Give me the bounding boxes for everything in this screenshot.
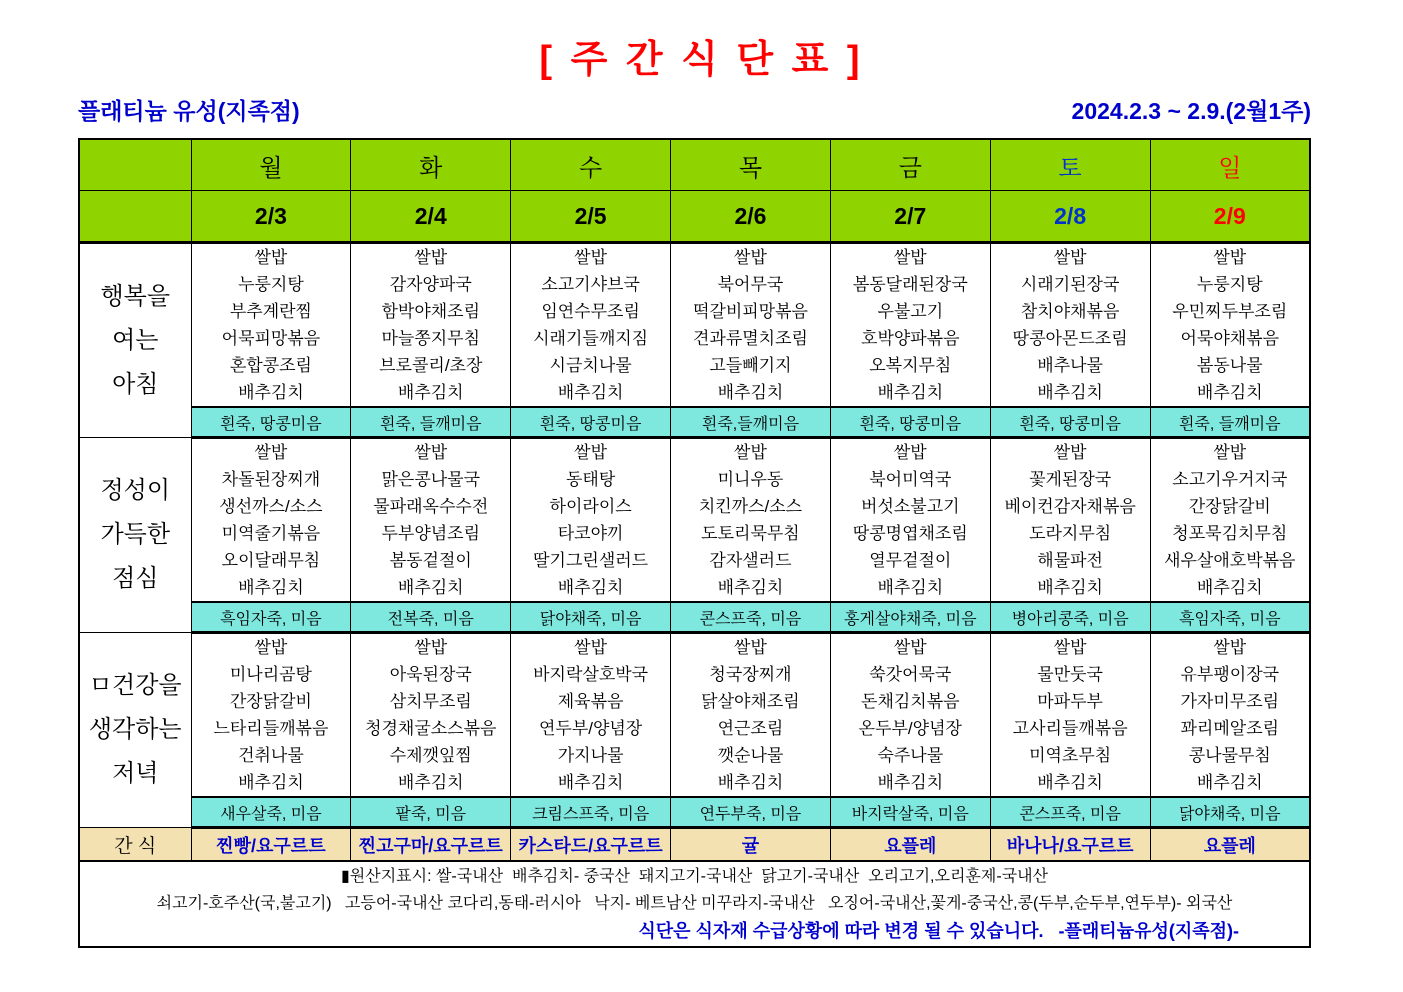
menu-item: 떡갈비피망볶음 xyxy=(692,302,808,321)
date-sat: 2/8 xyxy=(990,191,1150,243)
porridge-cell: 크림스프죽, 미음 xyxy=(511,797,671,828)
date-range: 2024.2.3 ~ 2.9.(2월1주) xyxy=(1071,98,1311,124)
menu-item: 쌀밥 xyxy=(734,248,767,267)
date-sun: 2/9 xyxy=(1150,191,1310,243)
menu-item: 북어미역국 xyxy=(869,470,952,489)
menu-item: 누룽지탕 xyxy=(1196,275,1263,294)
menu-item: 배추김치 xyxy=(1196,383,1263,402)
menu-cell xyxy=(830,243,990,408)
menu-item: 건취나물 xyxy=(238,746,304,765)
porridge-cell: 닭야채죽, 미음 xyxy=(1150,797,1310,828)
snack-cell: 요플레 xyxy=(1150,828,1310,862)
menu-item: 쌀밥 xyxy=(893,248,927,267)
section-label-line: 정성이 xyxy=(100,477,171,504)
menu-item: 돈채김치볶음 xyxy=(861,692,960,711)
date-header-row xyxy=(79,191,1310,243)
menu-item: 타코야끼 xyxy=(557,524,624,543)
menu-item: 임연수무조림 xyxy=(541,302,640,321)
menu-item: 감자샐러드 xyxy=(709,551,792,570)
menu-item: 우민찌두부조림 xyxy=(1172,302,1288,321)
menu-item: 삼치무조림 xyxy=(389,692,472,711)
menu-cell xyxy=(671,633,831,798)
menu-cell xyxy=(671,438,831,603)
menu-item: 소고기샤브국 xyxy=(541,275,640,294)
menu-item: 수제깻잎찜 xyxy=(389,746,472,765)
menu-item: 쌀밥 xyxy=(1053,443,1087,462)
menu-item: 배추김치 xyxy=(1037,773,1103,792)
menu-item: 치킨까스/소스 xyxy=(698,497,803,516)
breakfast-row xyxy=(79,243,1310,408)
store-name: 플래티늄 유성(지족점) xyxy=(78,98,300,124)
menu-item: 배추김치 xyxy=(238,578,304,597)
menu-cell xyxy=(990,243,1150,408)
menu-item: 연근조림 xyxy=(717,719,784,738)
menu-item: 누룽지탕 xyxy=(238,275,304,294)
lunch-row xyxy=(79,438,1310,603)
snack-cell: 요플레 xyxy=(830,828,990,862)
menu-cell xyxy=(511,243,671,408)
menu-cell xyxy=(351,438,511,603)
menu-item: 오이달래무침 xyxy=(221,551,321,570)
menu-item: 오복지무침 xyxy=(869,356,952,375)
snack-section-label: 간 식 xyxy=(79,828,191,862)
menu-item: 시금치나물 xyxy=(549,356,632,375)
menu-item: 미나리곰탕 xyxy=(229,665,312,684)
menu-item: 생선까스/소스 xyxy=(219,497,323,516)
menu-item: 배추김치 xyxy=(877,383,944,402)
menu-table xyxy=(78,138,1311,948)
menu-item: 부추계란찜 xyxy=(229,302,312,321)
menu-item: 꽈리메알조림 xyxy=(1180,719,1280,738)
menu-item: 마파두부 xyxy=(1037,692,1103,711)
menu-item: 배추나물 xyxy=(1037,356,1103,375)
origin-line-1: ▮원산지표시: 쌀-국내산 배추김치- 중국산 돼지고기-국내산 닭고기-국내산 오리고기,오리훈제-국내산 xyxy=(340,868,1049,885)
section-label-line: 행복을 xyxy=(100,282,171,310)
porridge-cell: 흰죽, 땅콩미음 xyxy=(511,407,671,438)
lunch-section-label xyxy=(79,438,191,633)
menu-cell xyxy=(191,633,351,798)
menu-item: 미역줄기볶음 xyxy=(221,524,321,543)
menu-cell xyxy=(990,633,1150,798)
menu-item: 배추김치 xyxy=(557,578,624,597)
menu-item: 땅콩아몬드조림 xyxy=(1012,329,1128,348)
porridge-cell: 홍게살야채죽, 미음 xyxy=(830,602,990,633)
menu-item: 땅콩명엽채조림 xyxy=(852,524,968,543)
section-label-line: 여는 xyxy=(112,326,159,354)
menu-item: 물파래옥수수전 xyxy=(373,497,489,516)
porridge-cell: 콘스프죽, 미음 xyxy=(671,602,831,633)
day-header-tue: 화 xyxy=(351,139,511,191)
date-wed: 2/5 xyxy=(511,191,671,243)
section-label-line: 저녁 xyxy=(112,760,159,787)
dinner-section-label xyxy=(79,633,191,828)
day-header-fri: 금 xyxy=(830,139,990,191)
menu-item: 배추김치 xyxy=(397,773,464,792)
menu-item: 차돌된장찌개 xyxy=(221,470,321,489)
menu-item: 봄동나물 xyxy=(1196,356,1263,375)
menu-item: 맑은콩나물국 xyxy=(381,470,481,489)
menu-item: 북어무국 xyxy=(717,275,784,294)
menu-item: 쌀밥 xyxy=(1213,248,1247,267)
menu-cell xyxy=(511,633,671,798)
menu-cell xyxy=(511,438,671,603)
menu-item: 쌀밥 xyxy=(254,638,288,657)
menu-item: 열무겉절이 xyxy=(869,551,952,570)
dinner-row xyxy=(79,633,1310,798)
menu-item: 호박양파볶음 xyxy=(861,329,960,348)
menu-item: 쌀밥 xyxy=(414,638,448,657)
menu-item: 도토리묵무침 xyxy=(701,524,800,543)
menu-item: 배추김치 xyxy=(557,383,624,402)
menu-item: 새우살애호박볶음 xyxy=(1164,551,1296,570)
menu-item: 바지락살호박국 xyxy=(533,665,649,684)
day-header-wed: 수 xyxy=(511,139,671,191)
menu-item: 어묵야채볶음 xyxy=(1180,329,1280,348)
section-label-line: 점심 xyxy=(112,565,159,592)
menu-item: 배추김치 xyxy=(238,773,304,792)
menu-cell xyxy=(1150,438,1310,603)
menu-item: 제육볶음 xyxy=(557,692,624,711)
menu-item: 배추김치 xyxy=(1037,383,1103,402)
menu-item: 배추김치 xyxy=(877,578,944,597)
menu-item: 참치야채볶음 xyxy=(1020,302,1120,321)
subheader xyxy=(78,93,1311,126)
porridge-cell: 흑임자죽, 미음 xyxy=(1150,602,1310,633)
snack-cell: 카스타드/요구르트 xyxy=(511,828,671,862)
date-fri: 2/7 xyxy=(830,191,990,243)
menu-item: 딸기그린샐러드 xyxy=(533,551,649,570)
menu-item: 시래기된장국 xyxy=(1020,275,1120,294)
menu-item: 배추김치 xyxy=(717,383,784,402)
menu-item: 간장닭갈비 xyxy=(229,692,312,711)
menu-cell xyxy=(990,438,1150,603)
menu-item: 온두부/양념장 xyxy=(858,719,962,738)
snack-row xyxy=(79,828,1310,862)
menu-item: 느타리들깨볶음 xyxy=(213,719,329,738)
porridge-cell: 새우살죽, 미음 xyxy=(191,797,351,828)
footer-row xyxy=(79,861,1310,947)
menu-item: 봄동달래된장국 xyxy=(852,275,968,294)
menu-cell xyxy=(191,243,351,408)
page-title: [ 주 간 식 단 표 ] xyxy=(539,39,864,81)
section-label-line: ㅁ건강을 xyxy=(88,672,182,699)
disclaimer-line: 식단은 식자재 수급상황에 따라 변경 될 수 있습니다. -플래티늄유성(지족점)- xyxy=(638,921,1239,941)
menu-item: 쌀밥 xyxy=(893,443,927,462)
menu-item: 고들빼기지 xyxy=(709,356,792,375)
menu-item: 아욱된장국 xyxy=(389,665,472,684)
snack-cell: 찐빵/요구르트 xyxy=(191,828,351,862)
menu-item: 미니우동 xyxy=(717,470,784,489)
section-label-line: 가득한 xyxy=(100,521,171,548)
menu-item: 혼합콩조림 xyxy=(229,356,312,375)
menu-item: 쌀밥 xyxy=(893,638,927,657)
dinner-porridge-row xyxy=(79,797,1310,828)
porridge-cell: 흰죽, 땅콩미음 xyxy=(990,407,1150,438)
menu-item: 쌀밥 xyxy=(734,638,767,657)
menu-item: 쌀밥 xyxy=(1053,248,1087,267)
corner-cell xyxy=(79,139,191,191)
menu-item: 고사리들깨볶음 xyxy=(1012,719,1128,738)
menu-item: 쌀밥 xyxy=(734,443,767,462)
day-header-row xyxy=(79,139,1310,191)
menu-item: 하이라이스 xyxy=(549,497,632,516)
snack-cell: 찐고구마/요구르트 xyxy=(351,828,511,862)
section-label-line: 생각하는 xyxy=(88,716,182,743)
menu-item: 물만둣국 xyxy=(1037,665,1103,684)
menu-item: 두부양념조림 xyxy=(381,524,481,543)
menu-item: 봄동겉절이 xyxy=(389,551,472,570)
porridge-cell: 닭야채죽, 미음 xyxy=(511,602,671,633)
menu-item: 소고기우거지국 xyxy=(1172,470,1288,489)
menu-item: 숙주나물 xyxy=(877,746,944,765)
menu-item: 깻순나물 xyxy=(717,746,784,765)
menu-cell xyxy=(830,438,990,603)
date-thu: 2/6 xyxy=(671,191,831,243)
porridge-cell: 흰죽, 땅콩미음 xyxy=(830,407,990,438)
origin-notice xyxy=(79,861,1310,947)
day-header-sun: 일 xyxy=(1150,139,1310,191)
porridge-cell: 연두부죽, 미음 xyxy=(671,797,831,828)
menu-item: 견과류멸치조림 xyxy=(692,329,808,348)
menu-item: 유부팽이장국 xyxy=(1180,665,1280,684)
porridge-cell: 흰죽,들깨미음 xyxy=(671,407,831,438)
menu-item: 미역초무침 xyxy=(1029,746,1112,765)
menu-item: 도라지무침 xyxy=(1029,524,1112,543)
menu-item: 배추김치 xyxy=(717,773,784,792)
porridge-cell: 병아리콩죽, 미음 xyxy=(990,602,1150,633)
day-header-sat: 토 xyxy=(990,139,1150,191)
menu-item: 닭살야채조림 xyxy=(701,692,800,711)
lunch-porridge-row xyxy=(79,602,1310,633)
menu-cell xyxy=(1150,633,1310,798)
menu-cell xyxy=(830,633,990,798)
menu-item: 청경채굴소스볶음 xyxy=(365,719,497,738)
menu-item: 쑥갓어묵국 xyxy=(869,665,952,684)
porridge-cell: 흑임자죽, 미음 xyxy=(191,602,351,633)
menu-item: 쌀밥 xyxy=(1213,638,1247,657)
menu-item: 쌀밥 xyxy=(414,248,448,267)
menu-cell xyxy=(671,243,831,408)
day-header-mon: 월 xyxy=(191,139,351,191)
menu-item: 배추김치 xyxy=(238,383,304,402)
menu-item: 함박야채조림 xyxy=(381,302,481,321)
menu-item: 쌀밥 xyxy=(574,638,608,657)
breakfast-porridge-row xyxy=(79,407,1310,438)
menu-item: 우불고기 xyxy=(877,302,944,321)
menu-item: 배추김치 xyxy=(1196,773,1263,792)
snack-cell: 귤 xyxy=(671,828,831,862)
menu-item: 배추김치 xyxy=(717,578,784,597)
menu-item: 쌀밥 xyxy=(574,248,608,267)
menu-item: 쌀밥 xyxy=(414,443,448,462)
menu-cell xyxy=(351,243,511,408)
menu-item: 어묵피망볶음 xyxy=(221,329,321,348)
menu-cell xyxy=(1150,243,1310,408)
menu-item: 꽃게된장국 xyxy=(1029,470,1112,489)
menu-item: 배추김치 xyxy=(397,578,464,597)
menu-item: 배추김치 xyxy=(1196,578,1263,597)
menu-item: 콩나물무침 xyxy=(1188,746,1271,765)
date-tue: 2/4 xyxy=(351,191,511,243)
menu-item: 쌀밥 xyxy=(1213,443,1247,462)
origin-line-2: 쇠고기-호주산(국,불고기) 고등어-국내산 코다리,동태-러시아 낙지- 베트남산 미꾸라지-국내산 오징어-국내산,꽃게-중국산,콩(두부,순두부,연두부)- 외국산 xyxy=(156,895,1233,912)
menu-item: 가자미무조림 xyxy=(1180,692,1280,711)
porridge-cell: 흰죽, 땅콩미음 xyxy=(191,407,351,438)
menu-item: 쌀밥 xyxy=(574,443,608,462)
menu-item: 베이컨감자채볶음 xyxy=(1004,497,1136,516)
menu-item: 동태탕 xyxy=(565,470,616,489)
menu-item: 감자양파국 xyxy=(389,275,472,294)
menu-item: 해물파전 xyxy=(1037,551,1103,570)
porridge-cell: 전복죽, 미음 xyxy=(351,602,511,633)
porridge-cell: 흰죽, 들깨미음 xyxy=(1150,407,1310,438)
porridge-cell: 흰죽, 들깨미음 xyxy=(351,407,511,438)
menu-item: 배추김치 xyxy=(1037,578,1103,597)
menu-item: 청포묵김치무침 xyxy=(1172,524,1288,543)
menu-item: 마늘쫑지무침 xyxy=(381,329,481,348)
section-label-line: 아침 xyxy=(112,370,159,398)
menu-item: 배추김치 xyxy=(557,773,624,792)
menu-item: 배추김치 xyxy=(877,773,944,792)
porridge-cell: 콘스프죽, 미음 xyxy=(990,797,1150,828)
menu-item: 연두부/양념장 xyxy=(538,719,643,738)
menu-cell xyxy=(351,633,511,798)
menu-item: 가지나물 xyxy=(557,746,624,765)
menu-item: 청국장찌개 xyxy=(709,665,792,684)
menu-item: 시래기들깨지짐 xyxy=(533,329,649,348)
porridge-cell: 바지락살죽, 미음 xyxy=(830,797,990,828)
menu-item: 쌀밥 xyxy=(254,443,288,462)
menu-item: 간장닭갈비 xyxy=(1188,497,1271,516)
porridge-cell: 팥죽, 미음 xyxy=(351,797,511,828)
snack-cell: 바나나/요구르트 xyxy=(990,828,1150,862)
corner-cell xyxy=(79,191,191,243)
menu-item: 쌀밥 xyxy=(1053,638,1087,657)
date-mon: 2/3 xyxy=(191,191,351,243)
breakfast-section-label xyxy=(79,243,191,438)
menu-item: 쌀밥 xyxy=(254,248,288,267)
menu-item: 브로콜리/초장 xyxy=(379,356,483,375)
menu-item: 배추김치 xyxy=(397,383,464,402)
menu-cell xyxy=(191,438,351,603)
menu-item: 버섯소불고기 xyxy=(861,497,960,516)
day-header-thu: 목 xyxy=(671,139,831,191)
